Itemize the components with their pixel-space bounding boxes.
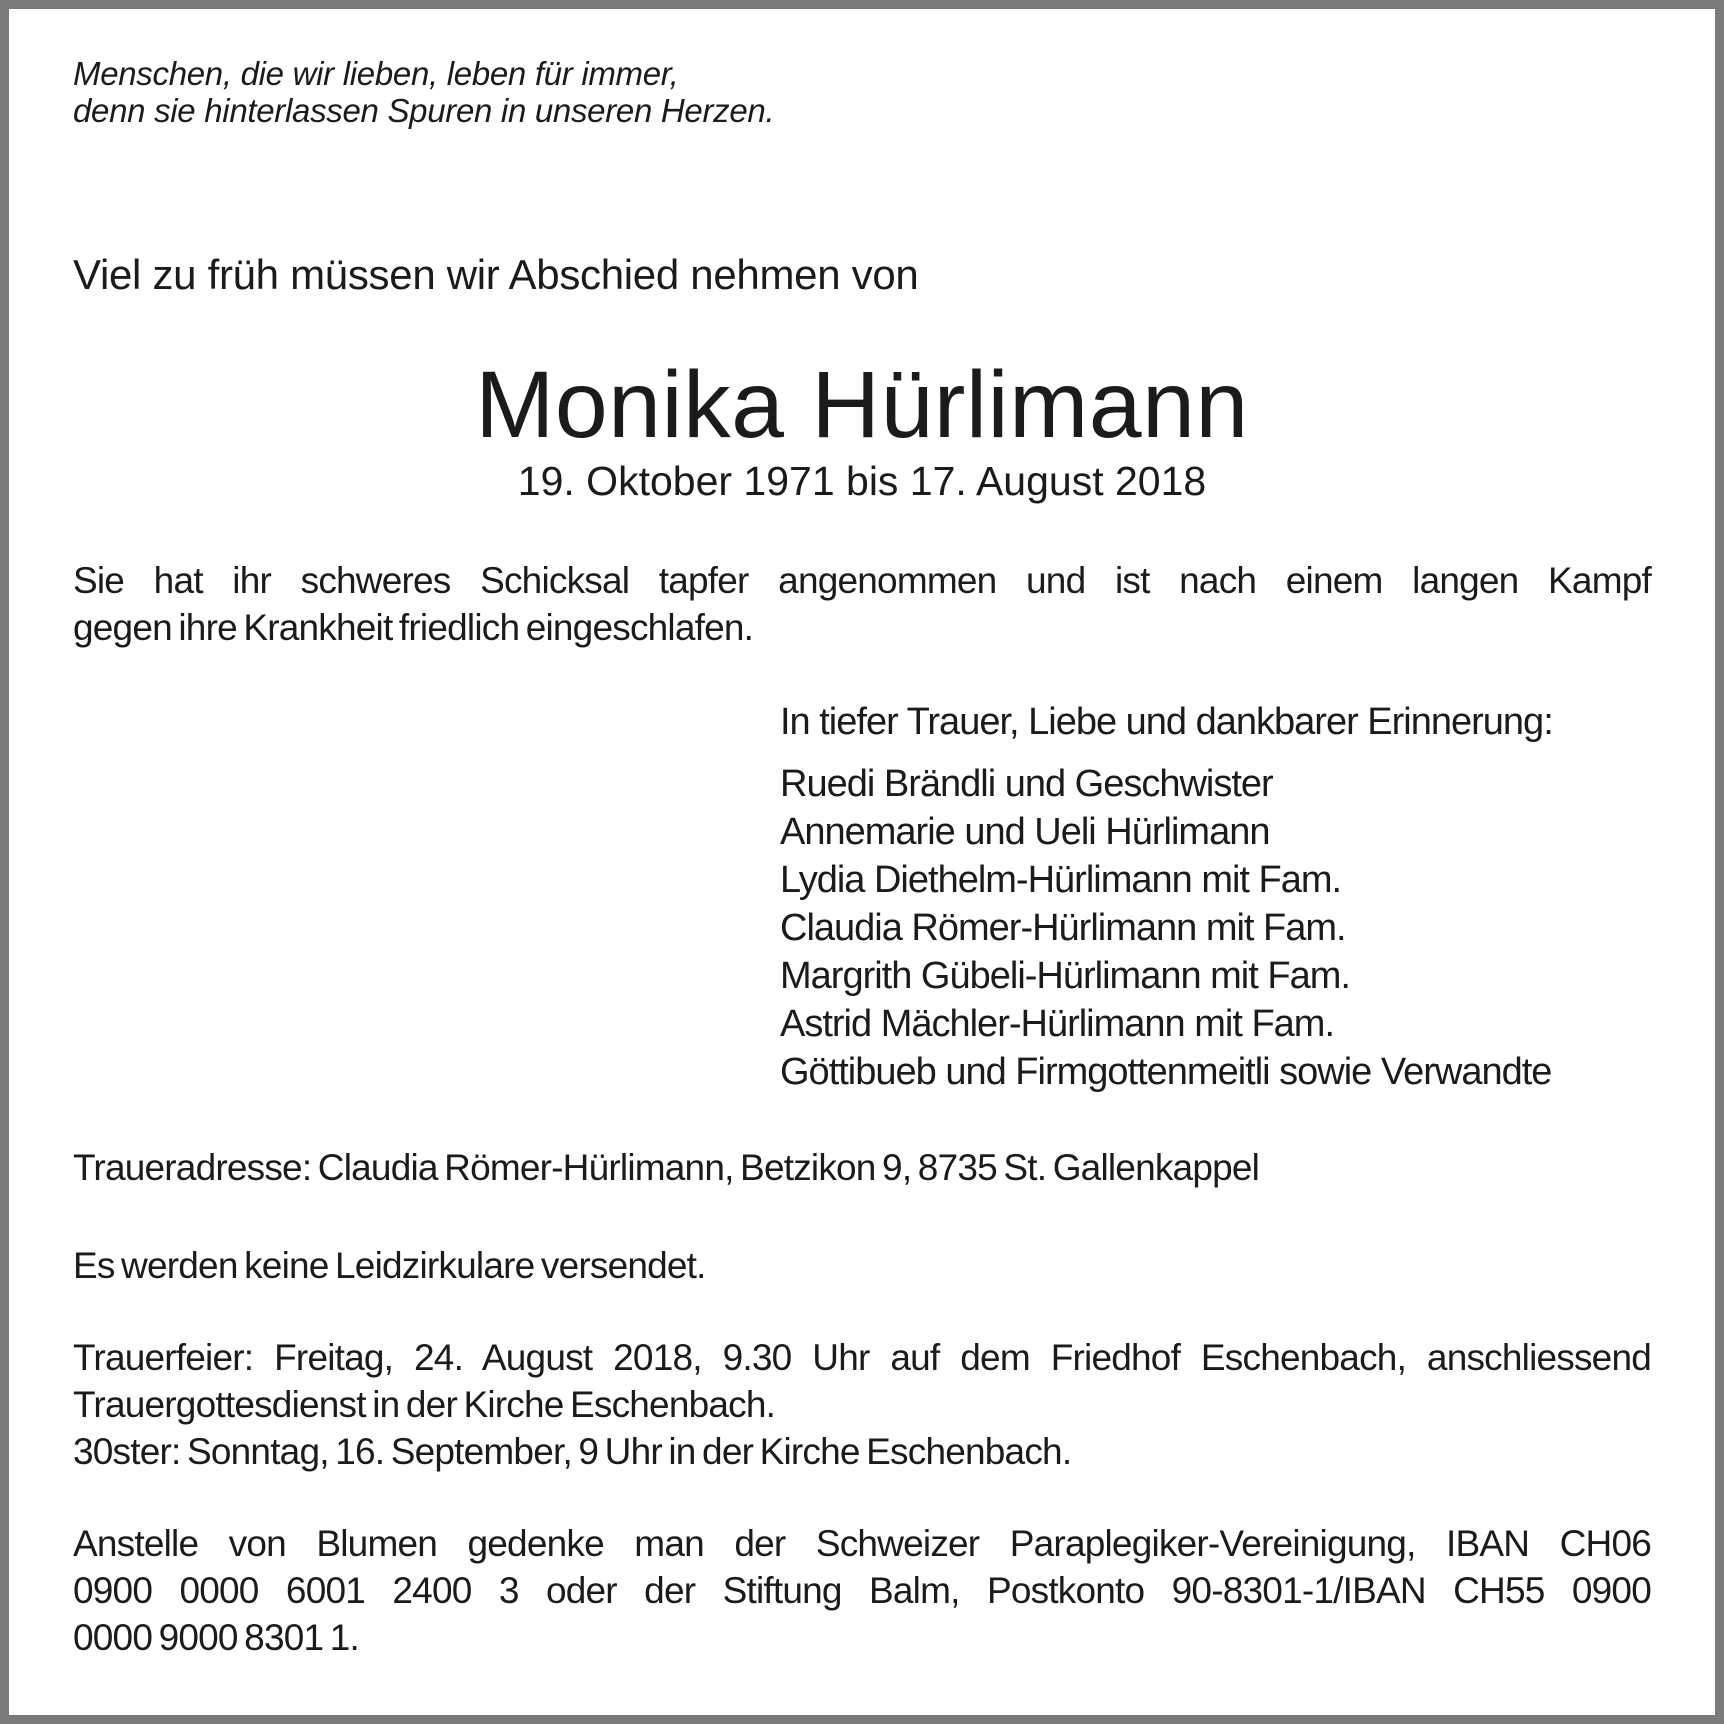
mourners-heading: In tiefer Trauer, Liebe und dankbarer Erinnerung:	[780, 701, 1553, 743]
funeral-line-1: Trauerfeier: Freitag, 24. August 2018, 9.30 Uhr auf dem Friedhof Eschenbach, anschliessend	[73, 1337, 1651, 1378]
epigraph	[73, 55, 1651, 129]
mourners-list	[780, 760, 1651, 1096]
obituary-paragraph	[73, 557, 1651, 651]
donation-line-2: 0900 0000 6001 2400 3 oder der Stiftung Balm, Postkonto 90-8301-1/IBAN CH55 0900	[73, 1570, 1651, 1611]
mourner-item: Annemarie und Ueli Hürlimann	[780, 811, 1270, 853]
funeral-service-paragraph	[73, 1334, 1651, 1475]
mourner-item: Lydia Diethelm-Hürlimann mit Fam.	[780, 859, 1342, 901]
mourner-item: Claudia Römer-Hürlimann mit Fam.	[780, 907, 1346, 949]
mourner-item: Göttibueb und Firmgottenmeitli sowie Verwandte	[780, 1051, 1552, 1093]
opening-line: Viel zu früh müssen wir Abschied nehmen von	[73, 251, 919, 298]
donation-line-1: Anstelle von Blumen gedenke man der Schweizer Paraplegiker-Vereinigung, IBAN CH06	[73, 1523, 1651, 1564]
life-dates: 19. Oktober 1971 bis 17. August 2018	[517, 458, 1207, 504]
donation-paragraph	[73, 1520, 1651, 1661]
funeral-line-2: Trauergottesdienst in der Kirche Eschenbach.	[73, 1384, 776, 1425]
obituary-line-2: gegen ihre Krankheit friedlich eingeschlafen.	[73, 607, 754, 648]
mourners-block	[780, 698, 1651, 1096]
donation-line-3: 0000 9000 8301 1.	[73, 1617, 360, 1658]
mourner-item: Margrith Gübeli-Hürlimann mit Fam.	[780, 955, 1350, 997]
mourner-item: Ruedi Brändli und Geschwister	[780, 763, 1273, 805]
epigraph-line-2: denn sie hinterlassen Spuren in unseren Herzen.	[73, 92, 775, 129]
funeral-line-3: 30ster: Sonntag, 16. September, 9 Uhr in der Kirche Eschenbach.	[73, 1431, 1072, 1472]
mourning-address: Traueradresse: Claudia Römer-Hürlimann, Betzikon 9, 8735 St. Gallenkappel	[73, 1147, 1260, 1188]
obituary-content	[9, 55, 1715, 1661]
deceased-name: Monika Hürlimann	[475, 352, 1249, 458]
epigraph-line-1: Menschen, die wir lieben, leben für immer,	[73, 55, 679, 92]
obituary-line-1: Sie hat ihr schweres Schicksal tapfer angenommen und ist nach einem langen Kampf	[73, 560, 1651, 601]
mourner-item: Astrid Mächler-Hürlimann mit Fam.	[780, 1003, 1334, 1045]
no-circulars-note: Es werden keine Leidzirkulare versendet.	[73, 1245, 706, 1286]
